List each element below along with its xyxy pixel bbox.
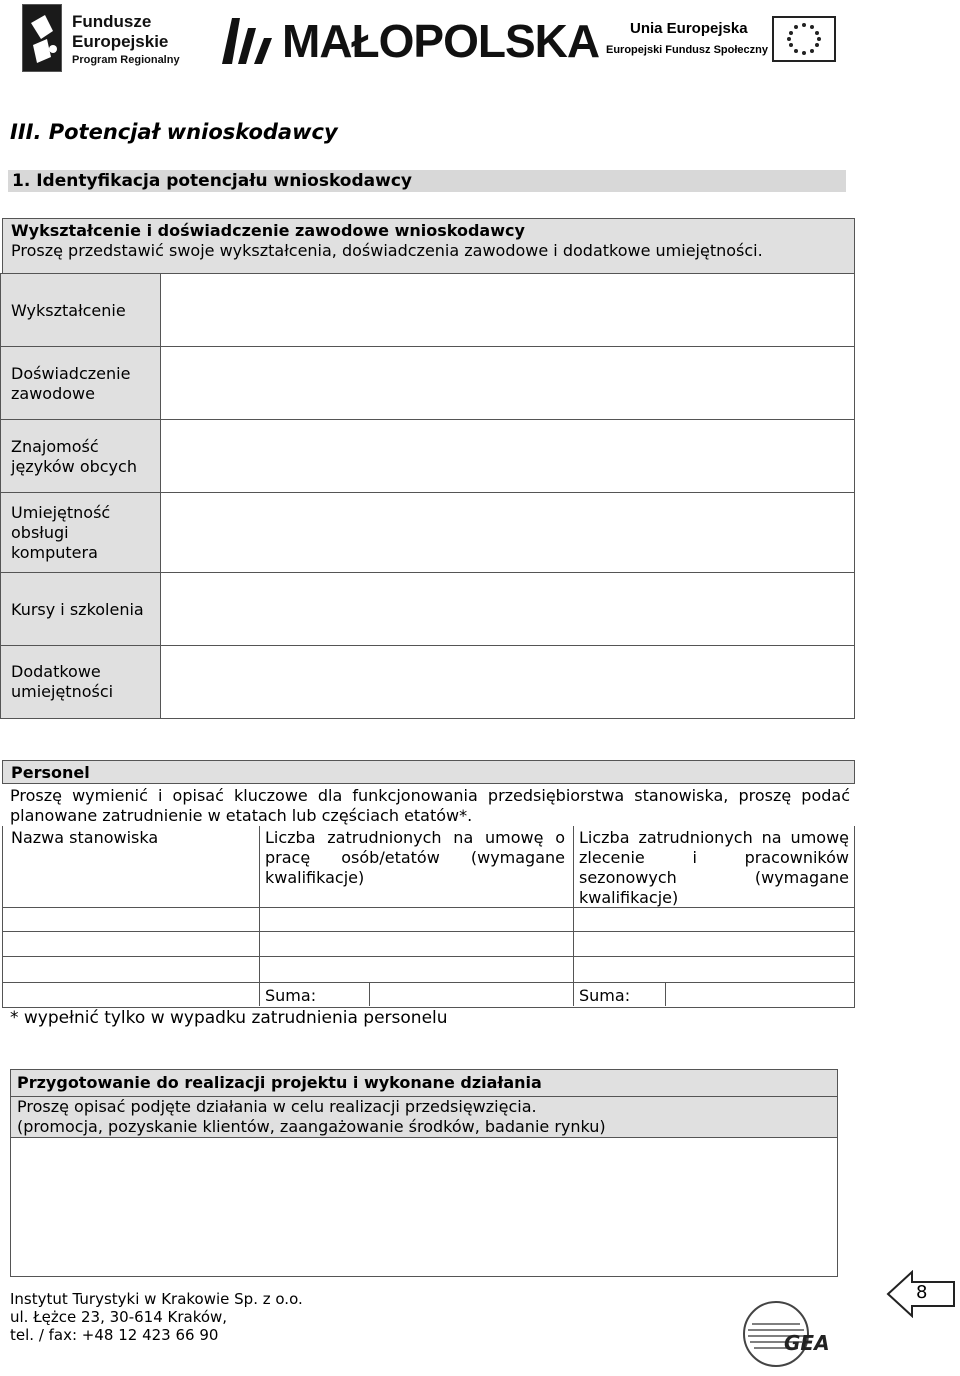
col-divider xyxy=(259,826,260,1006)
col-header-employment: Liczba zatrudnionych na umowę o pracę osób/etatów (wymagane kwalifikacje) xyxy=(265,828,565,887)
row-divider xyxy=(1,419,854,420)
col-divider xyxy=(665,982,666,1006)
personnel-footnote: * wypełnić tylko w wypadku zatrudnienia personelu xyxy=(10,1008,448,1028)
preparation-instruction-box xyxy=(10,1096,838,1138)
row-divider xyxy=(3,907,854,908)
sum-label-employment: Suma: xyxy=(265,986,317,1005)
eu-flag-icon xyxy=(772,16,836,62)
education-header-box xyxy=(2,218,855,274)
svg-text:GEA: GEA xyxy=(784,1331,830,1355)
row-divider xyxy=(1,492,854,493)
page-number: 8 xyxy=(916,1282,928,1303)
stamp-icon xyxy=(726,1290,836,1372)
row-label-languages: Znajomość języków obcych xyxy=(1,420,161,493)
ue-line1: Unia Europejska xyxy=(630,20,748,37)
personnel-header-box xyxy=(2,760,855,784)
fe-line3: Program Regionalny xyxy=(72,54,180,66)
preparation-answer-area xyxy=(10,1137,838,1277)
footer-address xyxy=(10,1290,303,1344)
personnel-table xyxy=(2,826,855,1008)
malopolska-logo xyxy=(218,12,600,68)
col-divider xyxy=(573,826,574,1006)
personnel-header: Personel xyxy=(11,763,90,782)
fe-emblem-icon xyxy=(22,4,62,72)
row-divider xyxy=(1,645,854,646)
sum-label-contract: Suma: xyxy=(579,986,631,1005)
row-label-computer: Umiejętność obsługi komputera xyxy=(1,493,161,573)
eu-logo xyxy=(606,14,838,66)
malopolska-text: MAŁOPOLSKA xyxy=(282,15,600,67)
row-divider xyxy=(1,346,854,347)
institute-stamp-logo xyxy=(726,1290,836,1372)
fe-line1: Fundusze xyxy=(72,12,152,31)
fundusze-europejskie-logo xyxy=(22,4,192,72)
fe-line2: Europejskie xyxy=(72,32,169,51)
col-header-position: Nazwa stanowiska xyxy=(11,828,159,847)
row-label-courses: Kursy i szkolenia xyxy=(1,573,161,646)
preparation-instruction-line1: Proszę opisać podjęte działania w celu realizacji przedsięwzięcia. xyxy=(17,1097,537,1116)
row-label-education: Wykształcenie xyxy=(1,274,161,347)
subsection-title: 1. Identyfikacja potencjału wnioskodawcy xyxy=(8,170,846,192)
education-instruction: Proszę przedstawić swoje wykształcenia, doświadczenia zawodowe i dodatkowe umiejętności. xyxy=(11,241,763,260)
section-title: III. Potencjał wnioskodawcy xyxy=(10,120,338,144)
ue-line2: Europejski Fundusz Społeczny xyxy=(606,44,768,56)
preparation-instruction-line2: (promocja, pozyskanie klientów, zaangażowanie środków, badanie rynku) xyxy=(17,1117,606,1136)
col-divider xyxy=(369,982,370,1006)
malopolska-emblem-icon xyxy=(218,14,278,66)
education-table xyxy=(0,273,855,719)
page-number-arrow xyxy=(886,1270,956,1318)
row-divider xyxy=(3,931,854,932)
personnel-instruction: Proszę wymienić i opisać kluczowe dla funkcjonowania przedsiębiorstwa stanowiska, proszę podać planowane zatrudnienie w etatach lub częściach etatów*. xyxy=(10,786,850,825)
row-label-additional: Dodatkowe umiejętności xyxy=(1,646,161,718)
preparation-header-box xyxy=(10,1069,838,1097)
education-header: Wykształcenie i doświadczenie zawodowe wnioskodawcy xyxy=(11,221,525,240)
preparation-header: Przygotowanie do realizacji projektu i wykonane działania xyxy=(17,1073,542,1092)
footer-line1: Instytut Turystyki w Krakowie Sp. z o.o. xyxy=(10,1290,303,1308)
row-divider xyxy=(1,572,854,573)
row-label-experience: Doświadczenie zawodowe xyxy=(1,347,161,420)
row-divider xyxy=(3,982,854,983)
col-header-contract: Liczba zatrudnionych na umowę zlecenie i pracowników sezonowych (wymagane kwalifikacje) xyxy=(579,828,849,907)
row-divider xyxy=(3,956,854,957)
footer-line2: ul. Łężce 23, 30-614 Kraków, xyxy=(10,1308,228,1326)
footer-line3: tel. / fax: +48 12 423 66 90 xyxy=(10,1326,219,1344)
